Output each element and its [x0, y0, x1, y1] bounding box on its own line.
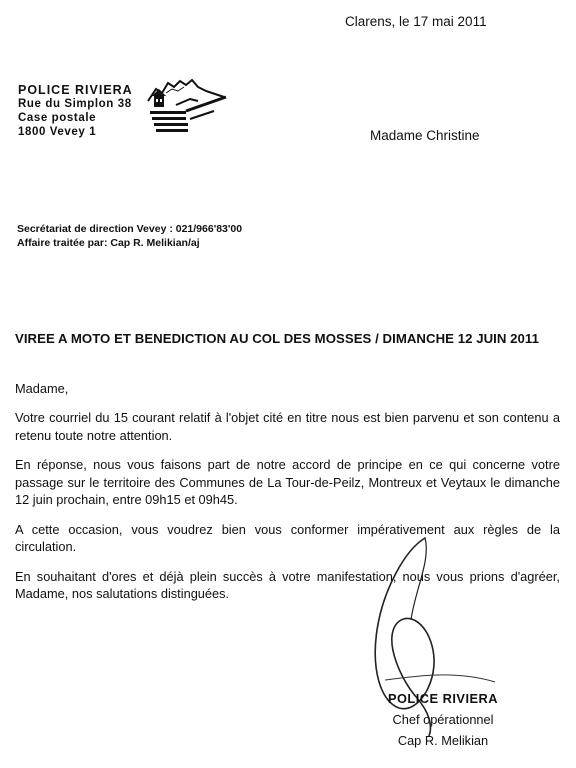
closing-signatory: Cap R. Melikian	[397, 733, 489, 748]
body-paragraph: Votre courriel du 15 courant relatif à l'objet cité en titre nous est bien parvenu et son contenu a retenu toute notre attention.	[15, 410, 560, 443]
body-paragraph: En réponse, nous vous faisons part de notre accord de principe en ce qui concerne votre passage sur le territoire des Communes de La Tour-de-Peilz, Montreux et Veytaux le dimanche 12 juin prochain, entre 09h15 et 09h45.	[15, 457, 560, 507]
reference-block	[17, 222, 242, 250]
secretariat-line: Secrétariat de direction Vevey : 021/966'83'00	[17, 223, 243, 235]
sender-city: 1800 Vevey 1	[18, 126, 97, 138]
place-date: Clarens, le 17 mai 2011	[345, 14, 487, 29]
closing-organization: POLICE RIVIERA	[387, 691, 499, 706]
body-paragraph: En souhaitant d'ores et déjà plein succès à votre manifestation, nous vous prions d'agréer, Madame, nos salutations distinguées.	[15, 568, 560, 602]
closing-role: Chef opérationnel	[392, 712, 494, 727]
closing-block	[368, 688, 518, 751]
sender-organization: POLICE RIVIERA	[18, 83, 133, 97]
sender-postal-box: Case postale	[18, 112, 97, 124]
letter-subject: VIREE A MOTO ET BENEDICTION AU COL DES MOSSES / DIMANCHE 12 JUIN 2011	[15, 331, 539, 346]
sender-street: Rue du Simplon 38	[18, 98, 132, 110]
police-riviera-logo-icon	[146, 75, 228, 135]
sender-address	[18, 83, 133, 139]
handled-by-line: Affaire traitée par: Cap R. Melikian/aj	[17, 237, 200, 249]
salutation: Madame,	[15, 381, 69, 396]
body-paragraph: A cette occasion, vous voudrez bien vous conformer impérativement aux règles de la circulation.	[15, 521, 560, 555]
recipient-name: Madame Christine	[370, 128, 480, 143]
